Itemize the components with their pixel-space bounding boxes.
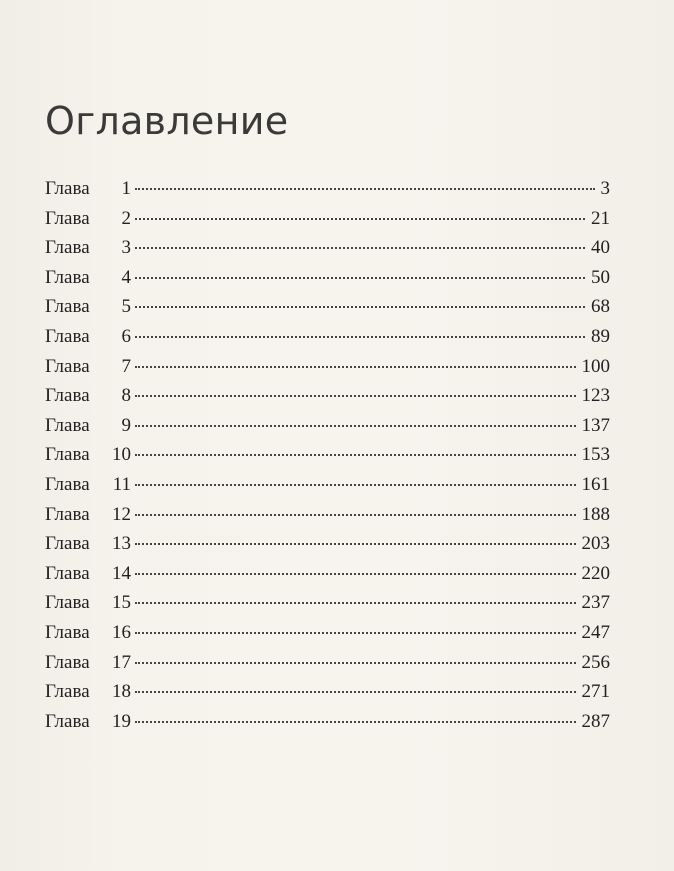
- toc-entry-label: Глава: [45, 710, 90, 732]
- toc-entry: [45, 415, 610, 445]
- table-of-contents: [45, 178, 610, 740]
- toc-entry-label: Глава: [45, 385, 90, 407]
- dot-leader: [135, 277, 585, 279]
- toc-entry-number: 14: [112, 562, 131, 584]
- dot-leader: [135, 218, 585, 220]
- toc-entry-page: 247: [581, 621, 610, 643]
- dot-leader: [135, 543, 576, 545]
- toc-entry-page: 89: [591, 325, 610, 347]
- toc-entry-label: Глава: [45, 237, 90, 259]
- dot-leader: [135, 573, 576, 575]
- toc-entry-page: 161: [581, 473, 610, 495]
- dot-leader: [135, 454, 576, 456]
- dot-leader: [135, 602, 576, 604]
- dot-leader: [135, 395, 576, 397]
- toc-entry-page: 50: [591, 266, 610, 288]
- toc-entry-number: 4: [121, 266, 131, 288]
- toc-entry-page: 237: [581, 592, 610, 614]
- dot-leader: [135, 247, 585, 249]
- page-title: Оглавление: [45, 99, 289, 143]
- toc-entry: [45, 326, 610, 356]
- toc-entry-label: Глава: [45, 444, 90, 466]
- toc-entry-label: Глава: [45, 355, 90, 377]
- toc-entry-number: 10: [112, 444, 131, 466]
- toc-entry-number: 18: [112, 681, 131, 703]
- toc-entry: [45, 592, 610, 622]
- toc-entry-label: Глава: [45, 651, 90, 673]
- toc-entry-label: Глава: [45, 207, 90, 229]
- toc-entry-number: 1: [121, 178, 131, 199]
- dot-leader: [135, 691, 576, 693]
- toc-entry-number: 8: [121, 385, 131, 407]
- dot-leader: [135, 425, 576, 427]
- dot-leader: [135, 662, 576, 664]
- toc-entry-page: 100: [581, 355, 610, 377]
- toc-entry-label: Глава: [45, 296, 90, 318]
- toc-entry-label: Глава: [45, 562, 90, 584]
- toc-entry-number: 16: [112, 621, 131, 643]
- dot-leader: [135, 306, 585, 308]
- toc-entry-number: 15: [112, 592, 131, 614]
- toc-entry-page: 220: [581, 562, 610, 584]
- toc-entry-page: 137: [581, 414, 610, 436]
- toc-entry-page: 153: [581, 444, 610, 466]
- toc-entry-page: 21: [591, 207, 610, 229]
- toc-entry-number: 17: [112, 651, 131, 673]
- toc-entry-page: 188: [581, 503, 610, 525]
- toc-entry: [45, 652, 610, 682]
- toc-entry-page: 203: [581, 533, 610, 555]
- toc-entry: [45, 444, 610, 474]
- toc-entry-label: Глава: [45, 681, 90, 703]
- toc-entry-label: Глава: [45, 473, 90, 495]
- toc-entry: [45, 237, 610, 267]
- toc-entry: [45, 533, 610, 563]
- toc-entry-label: Глава: [45, 266, 90, 288]
- toc-entry-number: 19: [112, 710, 131, 732]
- toc-entry: [45, 296, 610, 326]
- toc-entry-number: 11: [112, 473, 131, 495]
- toc-entry: [45, 474, 610, 504]
- toc-entry-number: 2: [121, 207, 131, 229]
- toc-entry: [45, 681, 610, 711]
- dot-leader: [135, 336, 585, 338]
- toc-entry-label: Глава: [45, 414, 90, 436]
- toc-entry-label: Глава: [45, 503, 90, 525]
- toc-entry-number: 13: [112, 533, 131, 555]
- toc-entry-label: Глава: [45, 621, 90, 643]
- toc-entry: [45, 267, 610, 297]
- toc-entry-number: 5: [121, 296, 131, 318]
- dot-leader: [135, 484, 576, 486]
- toc-entry-page: 3: [600, 178, 610, 199]
- toc-entry-page: 287: [581, 710, 610, 732]
- toc-entry-label: Глава: [45, 178, 90, 199]
- dot-leader: [135, 366, 576, 368]
- toc-entry-number: 3: [121, 237, 131, 259]
- dot-leader: [135, 632, 576, 634]
- toc-entry: [45, 356, 610, 386]
- toc-entry-label: Глава: [45, 325, 90, 347]
- toc-entry-page: 271: [581, 681, 610, 703]
- toc-entry: [45, 711, 610, 741]
- toc-entry-label: Глава: [45, 592, 90, 614]
- dot-leader: [135, 721, 576, 723]
- toc-entry-number: 6: [121, 325, 131, 347]
- toc-entry-number: 12: [112, 503, 131, 525]
- toc-entry: [45, 563, 610, 593]
- toc-entry: [45, 504, 610, 534]
- toc-entry-page: 256: [581, 651, 610, 673]
- toc-entry: [45, 208, 610, 238]
- toc-entry-label: Глава: [45, 533, 90, 555]
- toc-entry-page: 123: [581, 385, 610, 407]
- toc-entry: [45, 622, 610, 652]
- toc-entry-number: 9: [121, 414, 131, 436]
- dot-leader: [135, 514, 576, 516]
- toc-entry-number: 7: [121, 355, 131, 377]
- toc-entry: [45, 178, 610, 208]
- toc-entry-page: 40: [591, 237, 610, 259]
- toc-entry: [45, 385, 610, 415]
- toc-entry-page: 68: [591, 296, 610, 318]
- dot-leader: [135, 188, 595, 190]
